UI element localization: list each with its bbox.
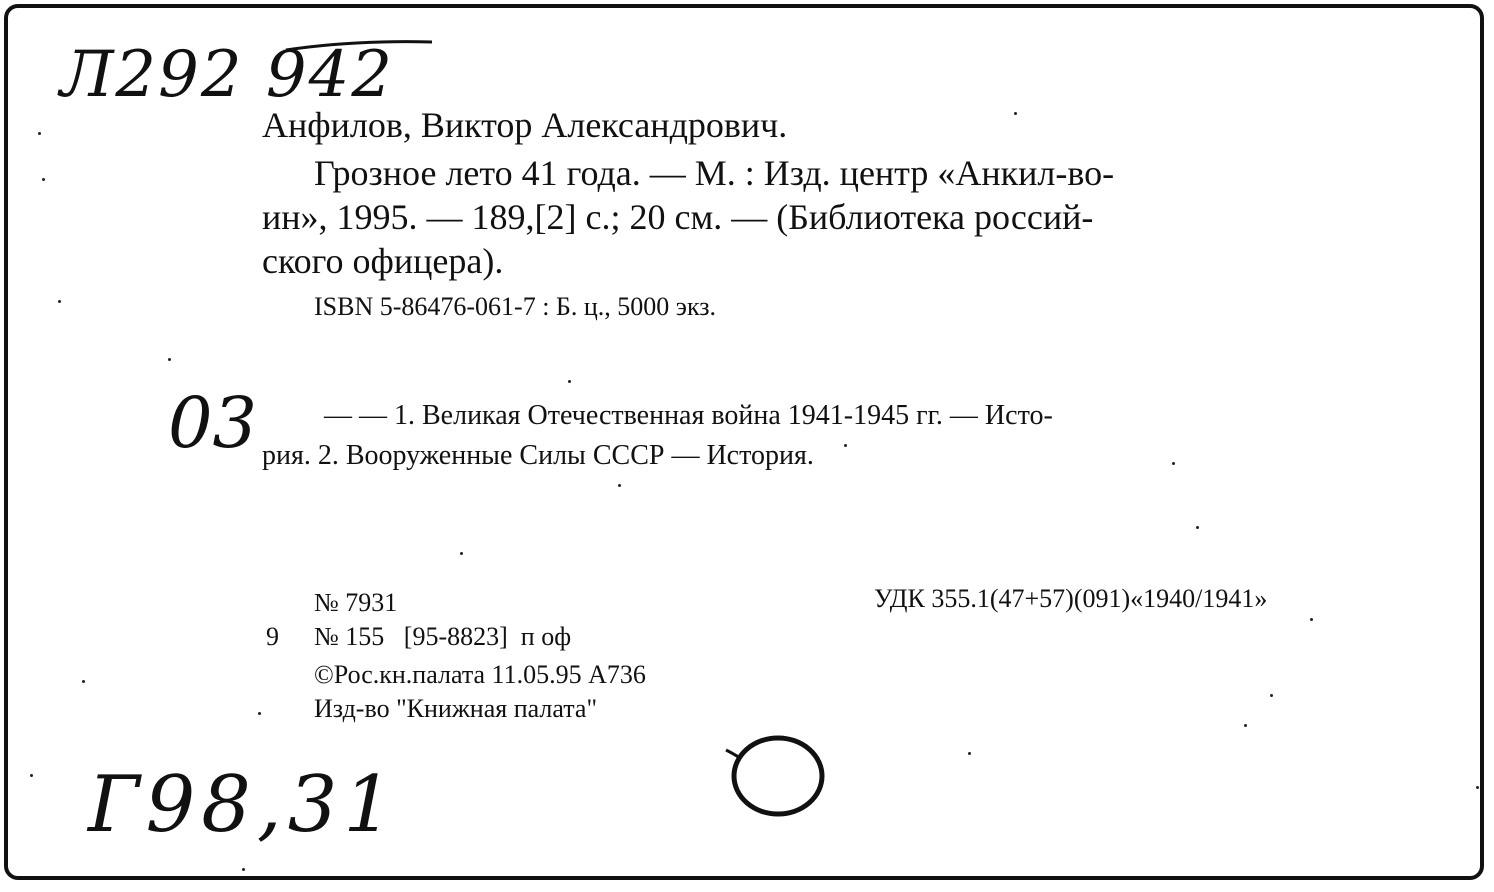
catalog-card: [4, 4, 1484, 880]
handwritten-call-number-top: Л292 942: [60, 38, 395, 112]
publisher-line: Изд-во "Книжная палата": [314, 694, 598, 723]
punched-hole: [720, 728, 830, 828]
subject-line-2: рия. 2. Вооруженные Силы СССР — История.: [262, 440, 814, 471]
subject-line-1: — — 1. Великая Отечественная война 1941-1945 гг. — Исто-: [324, 400, 1053, 431]
title-line-2: ин», 1995. — 189,[2] с.; 20 см. — (Библиотека россий-: [262, 197, 1094, 237]
author-name: Анфилов, Виктор Александрович.: [262, 105, 788, 145]
handwritten-subject-code: 03: [168, 382, 258, 464]
copyright-line: ©Рос.кн.палата 11.05.95 А736: [314, 660, 646, 689]
card-number: № 7931: [314, 588, 398, 617]
title-line-1: Грозное лето 41 года. — М. : Изд. центр «Анкил-во-: [314, 153, 1115, 193]
handwritten-underline: [282, 36, 442, 56]
title-line-3: ского офицера).: [262, 241, 504, 281]
isbn-line: ISBN 5-86476-061-7 : Б. ц., 5000 экз.: [314, 292, 716, 321]
handwritten-call-number-bottom: Г98,31: [88, 760, 399, 850]
udk-classification: УДК 355.1(47+57)(091)«1940/1941»: [874, 584, 1268, 613]
order-number: № 155 [95-8823] п оф: [314, 622, 572, 651]
footer-digit: 9: [266, 622, 279, 651]
